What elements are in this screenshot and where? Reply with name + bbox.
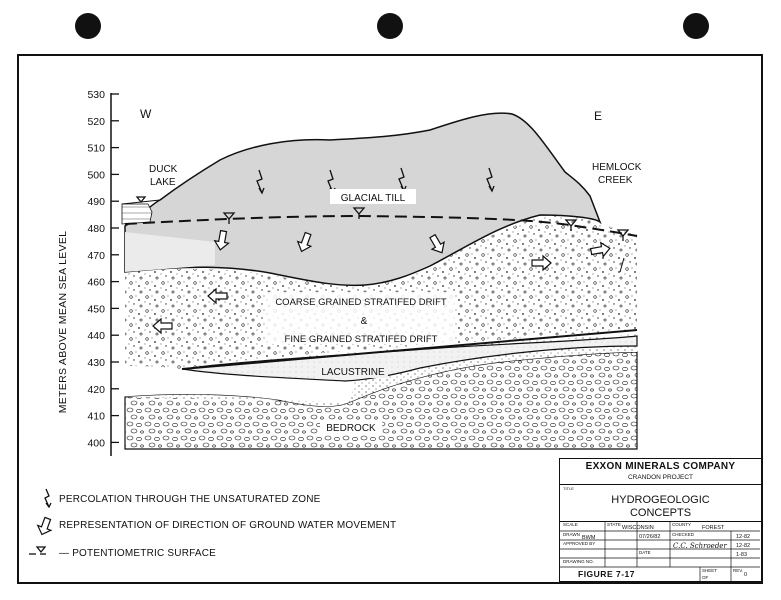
legend-flow-text: REPRESENTATION OF DIRECTION OF GROUND WATER MOVEMENT	[59, 520, 397, 531]
county-value: FOREST	[702, 525, 725, 531]
legend-potentiometric-text: — POTENTIOMETRIC SURFACE	[59, 548, 217, 559]
duck-lake-label-2: LAKE	[150, 177, 176, 188]
y-tick-label: 510	[87, 142, 105, 155]
ampersand-label: &	[360, 316, 368, 327]
west-label: W	[140, 107, 152, 121]
glacial-till-label: GLACIAL TILL	[340, 193, 406, 204]
drawn-by-value: BWM	[582, 535, 596, 541]
y-tick-label: 500	[87, 169, 105, 182]
date-label: DATE	[639, 550, 651, 555]
flow-legend-icon	[35, 516, 54, 537]
title-field-label: TITLE	[563, 486, 574, 491]
state-value: WISCONSIN	[622, 525, 654, 531]
sheet-label: SHEET	[702, 568, 718, 573]
y-tick-label: 530	[87, 89, 105, 101]
figure-number: FIGURE 7-17	[578, 569, 635, 579]
y-tick-label: 470	[87, 249, 105, 262]
checked-label: CHECKED	[672, 532, 695, 537]
of-label: OF	[702, 575, 709, 580]
y-tick-label: 460	[87, 276, 105, 289]
county-label: COUNTY	[672, 522, 691, 527]
fine-drift-label: FINE GRAINED STRATIFED DRIFT	[284, 334, 438, 345]
title-block	[559, 458, 762, 582]
checked-date-value: 12-82	[736, 534, 751, 540]
duck-lake-label-1: DUCK	[149, 164, 178, 175]
y-tick-label: 420	[87, 383, 105, 396]
y-tick-label: 400	[87, 437, 105, 450]
legend-percolation-text: PERCOLATION THROUGH THE UNSATURATED ZONE	[59, 494, 321, 505]
y-tick-label: 490	[87, 196, 105, 209]
y-tick-label: 480	[87, 223, 105, 235]
rev-label: REV.	[733, 568, 744, 573]
drawn-date-value: 07/26/82	[639, 534, 661, 540]
rev-value: 0	[744, 572, 748, 578]
y-axis-label: METERS ABOVE MEAN SEA LEVEL	[57, 230, 69, 414]
state-label: STATE	[607, 522, 621, 527]
date-value: 1-83	[736, 552, 748, 558]
drawn-label: DRAWN	[563, 532, 580, 537]
bedrock-label: BEDROCK	[326, 423, 376, 434]
hemlock-creek-label-1: HEMLOCK	[592, 162, 642, 173]
approved-label: APPROVED BY	[563, 541, 596, 546]
lacustrine-label: LACUSTRINE	[321, 367, 385, 378]
y-tick-label: 520	[87, 115, 105, 128]
drawing-title-line-1: HYDROGEOLOGIC	[611, 494, 710, 506]
drawing-number-label: DRAWING NO.	[563, 559, 594, 564]
title-block-divider	[560, 484, 761, 485]
duck-lake-water	[122, 204, 152, 224]
hemlock-creek-label-2: CREEK	[598, 175, 633, 186]
drawing-title-line-2: CONCEPTS	[629, 507, 692, 519]
y-tick-label: 450	[87, 303, 105, 316]
percolation-legend-icon	[45, 489, 51, 507]
east-label: E	[594, 109, 603, 123]
potentiometric-legend-icon	[29, 547, 46, 554]
coarse-drift-label: COARSE GRAINED STRATIFED DRIFT	[275, 297, 447, 308]
legend-potentiometric-label: POTENTIOMETRIC SURFACE	[72, 548, 217, 559]
y-axis-ticks	[87, 89, 119, 449]
y-tick-label: 430	[87, 357, 105, 369]
approved-date-value: 12-82	[736, 543, 751, 549]
y-tick-label: 440	[87, 330, 105, 343]
y-tick-label: 410	[87, 410, 105, 423]
project-name: CRANDON PROJECT	[627, 474, 693, 481]
scale-label: SCALE	[563, 522, 578, 527]
approved-signature: C.C. Schroeder	[673, 542, 727, 550]
company-name: EXXON MINERALS COMPANY	[585, 461, 736, 472]
